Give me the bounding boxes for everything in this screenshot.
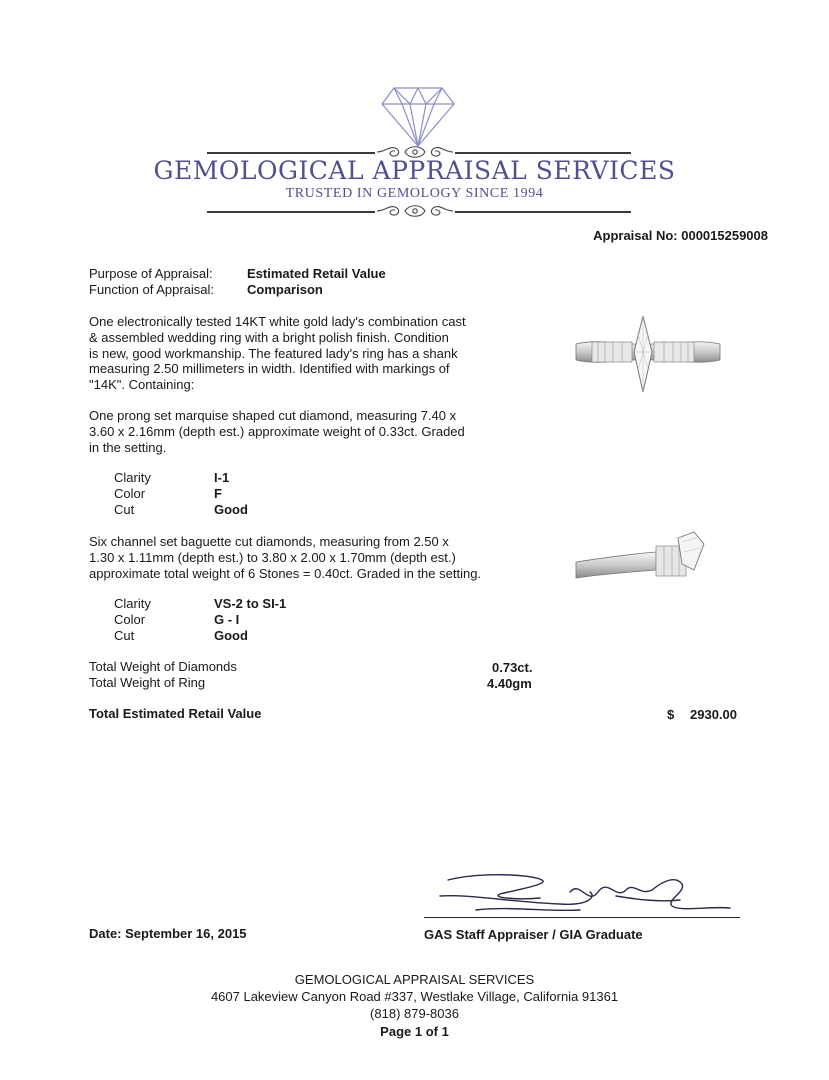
- grade-label: Color: [114, 611, 146, 627]
- page-number: Page 1 of 1: [380, 1024, 449, 1039]
- grade-value: I-1: [214, 470, 230, 485]
- total-ring-weight-label: Total Weight of Ring: [89, 675, 206, 690]
- stone2-line: 1.30 x 1.11mm (depth est.) to 3.80 x 2.00 x 1.70mm (depth est.): [89, 549, 456, 565]
- appraisal-number: Appraisal No: 000015259008: [593, 228, 768, 243]
- function-label: Function of Appraisal:: [89, 282, 215, 297]
- total-ring-weight-value: 4.40gm: [487, 676, 532, 691]
- signature-line: [424, 917, 740, 918]
- description-line: One electronically tested 14KT white gold lady's combination cast: [89, 314, 466, 329]
- grade-label: Color: [114, 485, 146, 501]
- total-retail-value: 2930.00: [690, 707, 737, 722]
- stone1-line: One prong set marquise shaped cut diamond, measuring 7.40 x: [89, 408, 457, 423]
- diamond-logo-icon: [380, 86, 456, 148]
- currency-symbol: $: [667, 707, 675, 722]
- grade-value: F: [214, 485, 222, 501]
- grade-value: G - I: [214, 611, 240, 627]
- total-diamond-weight-label: Total Weight of Diamonds: [89, 659, 237, 674]
- grade-label: Cut: [114, 501, 135, 517]
- footer-phone: (818) 879-8036: [370, 1006, 459, 1021]
- grade-value: Good: [214, 501, 248, 517]
- grade-row-cut: [114, 502, 374, 518]
- marquise-diamond-description: [89, 408, 509, 455]
- description-line: "14K". Containing:: [89, 377, 195, 393]
- function-value: Comparison: [247, 282, 323, 297]
- grade-label: Clarity: [114, 470, 151, 485]
- grade-row-color: [114, 486, 374, 502]
- purpose-value: Estimated Retail Value: [247, 266, 386, 281]
- header-rule-top-right: [455, 152, 631, 154]
- grade-value: VS-2 to SI-1: [214, 596, 287, 611]
- ring-description: [89, 314, 509, 393]
- ring-side-view-image: [572, 528, 712, 588]
- stone2-line: approximate total weight of 6 Stones = 0.40ct. Graded in the setting.: [89, 565, 482, 581]
- grade-row-clarity: [114, 596, 374, 612]
- description-line: is new, good workmanship. The featured lady's ring has a shank: [89, 345, 458, 361]
- grade-label: Cut: [114, 627, 135, 643]
- header-rule-top-left: [207, 152, 375, 154]
- ring-top-view-image: [572, 312, 722, 400]
- marquise-grades: [114, 470, 374, 517]
- grade-row-color: [114, 612, 374, 628]
- total-retail-value-label: Total Estimated Retail Value: [89, 706, 262, 721]
- stone1-line: 3.60 x 2.16mm (depth est.) approximate weight of 0.33ct. Graded: [89, 423, 465, 439]
- grade-value: Good: [214, 627, 248, 643]
- header-rule-bottom-right: [455, 211, 631, 213]
- appraisal-date: Date: September 16, 2015: [89, 926, 247, 941]
- grade-row-clarity: [114, 470, 374, 486]
- company-tagline: TRUSTED IN GEMOLOGY SINCE 1994: [285, 186, 544, 201]
- footer-company: GEMOLOGICAL APPRAISAL SERVICES: [294, 972, 535, 987]
- appraiser-signature-image: [420, 866, 742, 922]
- baguette-diamonds-description: [89, 534, 519, 581]
- purpose-label: Purpose of Appraisal:: [89, 266, 213, 281]
- description-line: measuring 2.50 millimeters in width. Identified with markings of: [89, 361, 450, 377]
- footer-address: 4607 Lakeview Canyon Road #337, Westlake Village, California 91361: [210, 989, 619, 1004]
- grade-row-cut: [114, 628, 374, 644]
- scroll-ornament-icon: [375, 201, 455, 221]
- stone2-line: Six channel set baguette cut diamonds, measuring from 2.50 x: [89, 534, 449, 549]
- stone1-line: in the setting.: [89, 439, 167, 455]
- appraiser-title: GAS Staff Appraiser / GIA Graduate: [424, 927, 643, 942]
- total-diamond-weight-value: 0.73ct.: [492, 660, 533, 675]
- company-name: GEMOLOGICAL APPRAISAL SERVICES: [153, 156, 676, 185]
- header-rule-bottom-left: [207, 211, 375, 213]
- baguette-grades: [114, 596, 374, 643]
- description-line: & assembled wedding ring with a bright polish finish. Condition: [89, 329, 449, 345]
- grade-label: Clarity: [114, 596, 151, 611]
